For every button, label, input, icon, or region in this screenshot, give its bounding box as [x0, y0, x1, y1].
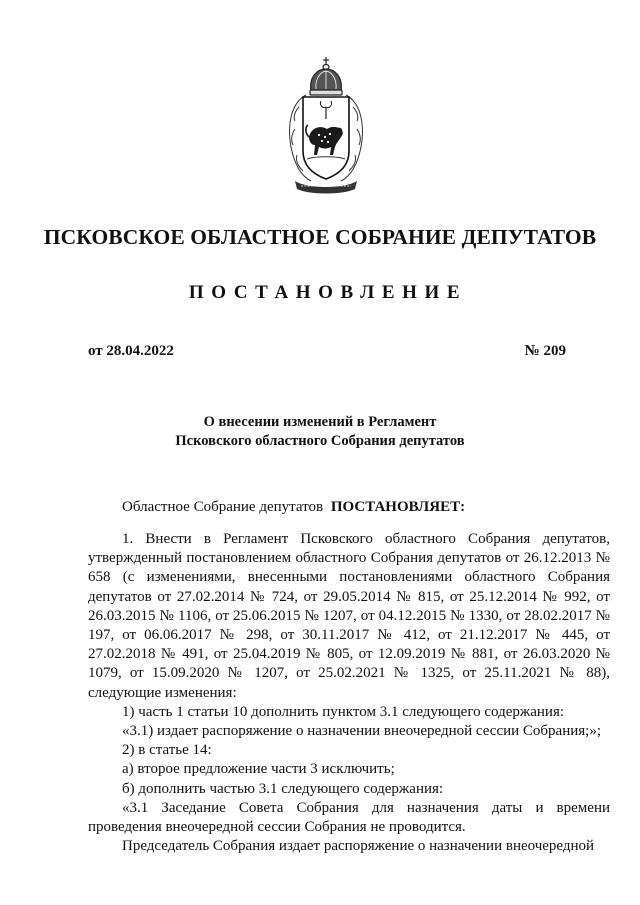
paragraph: 1) часть 1 статьи 10 дополнить пунктом 3.1 следующего содержания:	[122, 703, 565, 720]
document-date: от 28.04.2022	[88, 343, 174, 359]
crown-icon	[310, 57, 342, 95]
coat-of-arms-emblem	[281, 55, 371, 201]
decree-statement	[122, 499, 465, 516]
paragraph: 2) в статье 14:	[122, 742, 212, 759]
shield-icon	[303, 97, 349, 179]
paragraph: Председатель Собрания издает распоряжение о назначении внеочередной	[122, 838, 595, 855]
decree-verb: ПОСТАНОВЛЯЕТ:	[330, 499, 466, 515]
document-number: № 209	[524, 343, 566, 359]
decree-lead: Областное Собрание депутатов	[122, 499, 324, 515]
paragraph: а) второе предложение части 3 исключить;	[122, 761, 395, 778]
title-line-1: О внесении изменений в Регламент	[203, 414, 437, 430]
paragraph: «3.1 Заседание Совета Собрания для назначения даты и времени проведения внеочередной сессии Собрания не проводится.	[88, 799, 610, 836]
document-body	[88, 530, 610, 856]
paragraph: «3.1) издает распоряжение о назначении внеочередной сессии Собрания;»;	[122, 723, 601, 740]
document-type: ПОСТАНОВЛЕНИЕ	[188, 282, 468, 303]
ribbon-icon	[295, 181, 357, 194]
paragraph: б) дополнить частью 3.1 следующего содержания:	[122, 780, 444, 797]
organization-name: ПСКОВСКОЕ ОБЛАСТНОЕ СОБРАНИЕ ДЕПУТАТОВ	[43, 225, 597, 249]
title-line-2: Псковского областного Собрания депутатов	[175, 433, 465, 449]
paragraph: 1. Внести в Регламент Псковского областного Собрания депутатов, утвержденный постановлением областного Собрания депутатов от 26.12.2013 № 658 (с изменениями, внесенными постановлениями областного Собрания депутатов от 27.02.2014 № 724, от 29.05.2014 № 815, от 25.12.2014 № 992, от 26.03.2015 № 1106, от 25.06.2015 № 1207, от 04.12.2015 № 1330, от 28.02.2017 № 197, от 06.06.2017 № 298, от 30.11.2017 № 412, от 21.12.2017 № 445, от 27.02.2018 № 491, от 25.04.2019 № 805, от 12.09.2019 № 881, от 26.03.2020 № 1079, от 15.09.2020 № 1207, от 25.02.2021 № 1325, от 25.11.2021 № 88), следующие изменения:	[88, 531, 610, 701]
document-title	[0, 413, 640, 451]
